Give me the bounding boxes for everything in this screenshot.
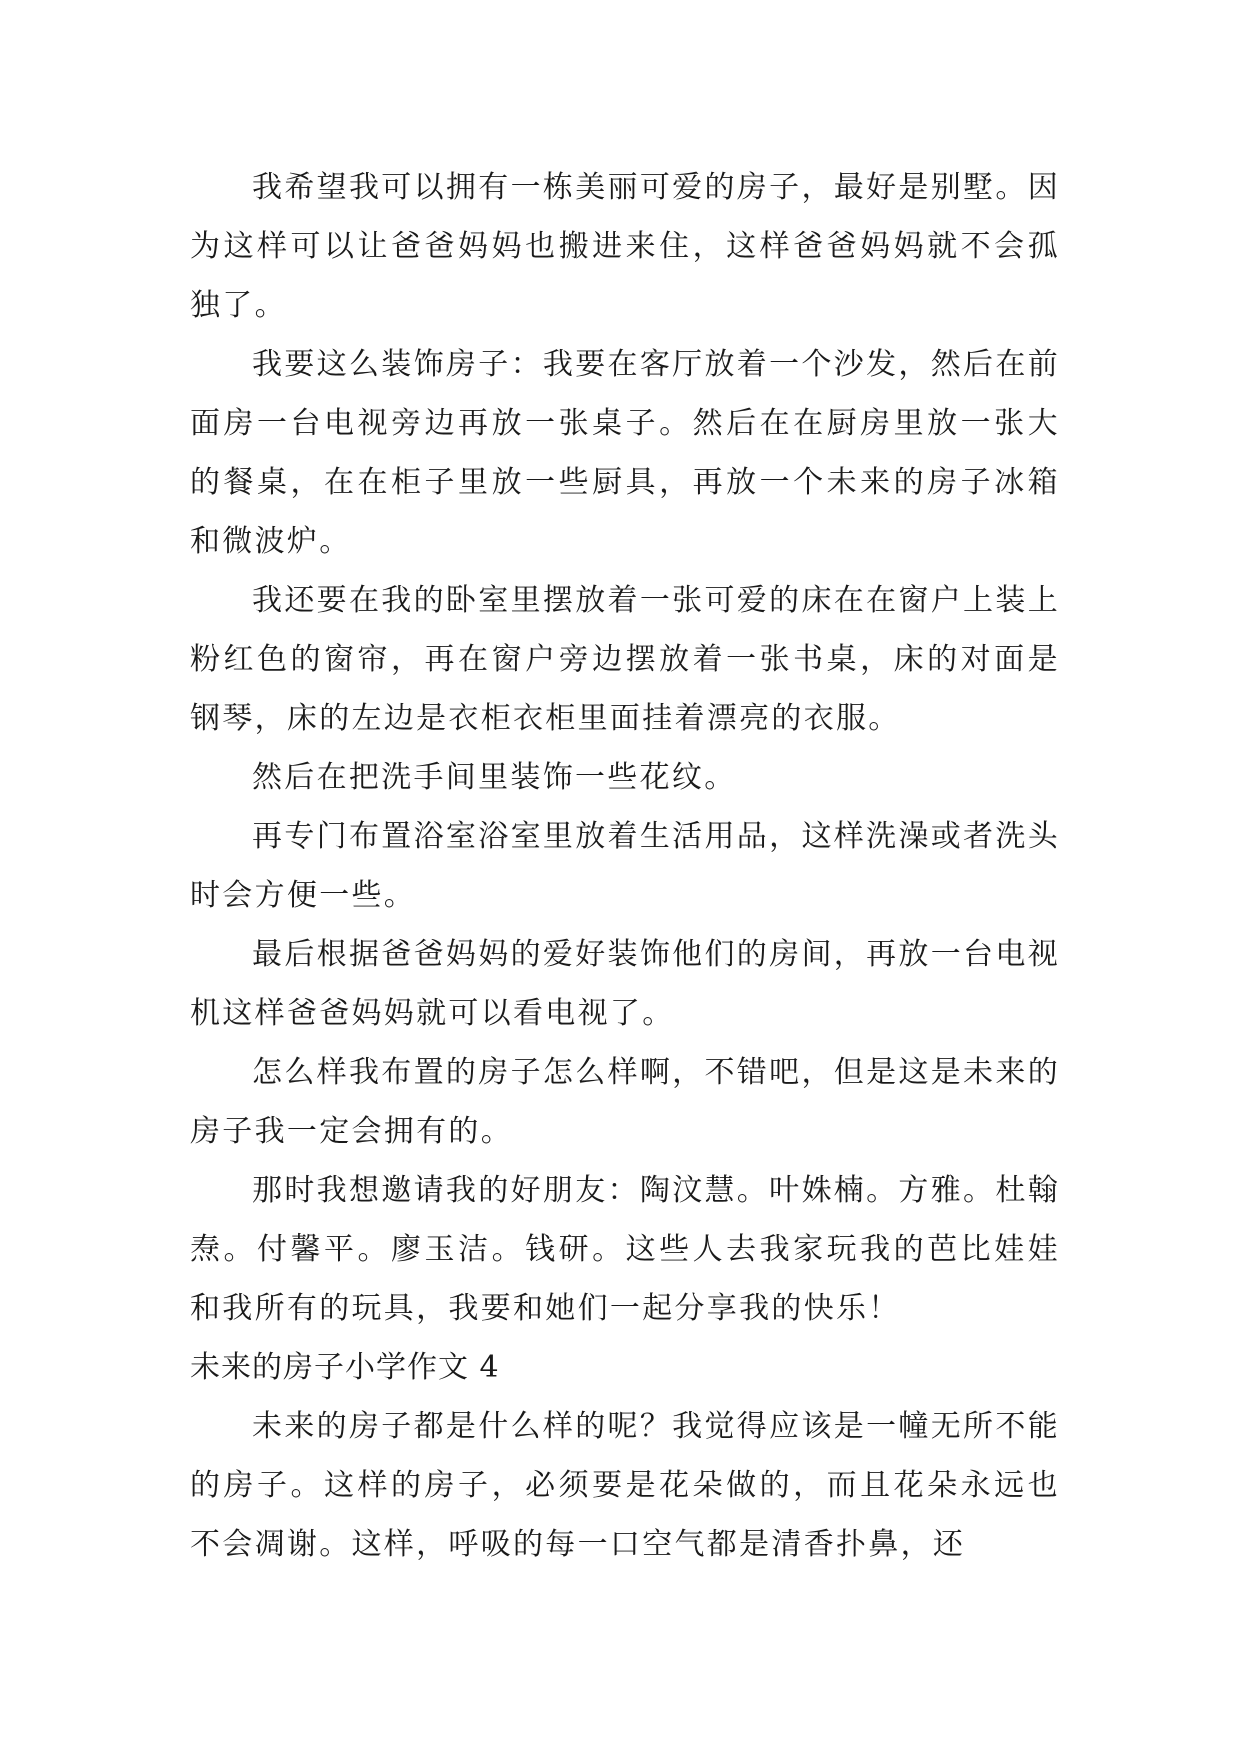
paragraph-3: 我还要在我的卧室里摆放着一张可爱的床在在窗户上装上粉红色的窗帘，再在窗户旁边摆放着一张书桌，床的对面是钢琴，床的左边是衣柜衣柜里面挂着漂亮的衣服。 [190,583,1060,736]
paragraph-2: 我要这么装饰房子：我要在客厅放着一个沙发，然后在前面房一台电视旁边再放一张桌子。然后在在厨房里放一张大的餐桌，在在柜子里放一些厨具，再放一个未来的房子冰箱和微波炉。 [190,347,1060,559]
paragraph-9: 未来的房子都是什么样的呢？我觉得应该是一幢无所不能的房子。这样的房子，必须要是花朵做的，而且花朵永远也不会凋谢。这样，呼吸的每一口空气都是清香扑鼻，还 [190,1409,1060,1562]
paragraph-7: 怎么样我布置的房子怎么样啊，不错吧，但是这是未来的房子我一定会拥有的。 [190,1055,1060,1149]
paragraph-6: 最后根据爸爸妈妈的爱好装饰他们的房间，再放一台电视机这样爸爸妈妈就可以看电视了。 [190,937,1060,1031]
paragraph-8: 那时我想邀请我的好朋友：陶汶慧。叶姝楠。方雅。杜翰焘。付馨平。廖玉洁。钱研。这些人去我家玩我的芭比娃娃和我所有的玩具，我要和她们一起分享我的快乐！ [190,1173,1060,1326]
section-heading: 未来的房子小学作文 4 [190,1350,500,1385]
paragraph-5: 再专门布置浴室浴室里放着生活用品，这样洗澡或者洗头时会方便一些。 [190,819,1060,913]
document-body [190,158,1060,1574]
paragraph-4: 然后在把洗手间里装饰一些花纹。 [252,760,737,795]
paragraph-1: 我希望我可以拥有一栋美丽可爱的房子，最好是别墅。因为这样可以让爸爸妈妈也搬进来住，这样爸爸妈妈就不会孤独了。 [190,170,1060,323]
